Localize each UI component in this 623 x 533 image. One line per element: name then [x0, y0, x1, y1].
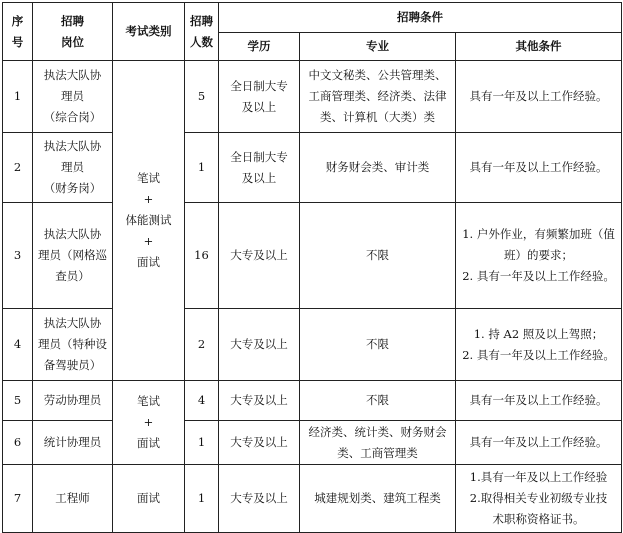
- table-row: [3, 203, 622, 309]
- row-other: 具有一年及以上工作经验。: [456, 133, 622, 203]
- row-major: 不限: [300, 381, 456, 421]
- row-position: 统计协理员: [33, 421, 113, 465]
- table-row: [3, 309, 622, 381]
- exam-type-group-3: 面试: [113, 465, 185, 533]
- row-position: 执法大队协 理员 （财务岗）: [33, 133, 113, 203]
- table-row: [3, 465, 622, 533]
- row-education: 全日制大专 及以上: [219, 61, 300, 133]
- row-position: 执法大队协 理员（特种设 备驾驶员）: [33, 309, 113, 381]
- row-education: 大专及以上: [219, 203, 300, 309]
- row-education: 大专及以上: [219, 381, 300, 421]
- row-education: 大专及以上: [219, 421, 300, 465]
- row-major: 经济类、统计类、财务财会 类、工商管理类: [300, 421, 456, 465]
- row-index: 6: [3, 421, 33, 465]
- row-education: 大专及以上: [219, 309, 300, 381]
- row-count: 2: [185, 309, 219, 381]
- table-row: [3, 133, 622, 203]
- row-position: 执法大队协 理员（网格巡 查员）: [33, 203, 113, 309]
- header-index: 序 号: [3, 3, 33, 61]
- row-other: 1.具有一年及以上工作经验 2.取得相关专业初级专业技 术职称资格证书。: [456, 465, 622, 533]
- header-count: 招聘 人数: [185, 3, 219, 61]
- row-index: 4: [3, 309, 33, 381]
- row-index: 2: [3, 133, 33, 203]
- exam-type-group-2: 笔试 + 面试: [113, 381, 185, 465]
- row-count: 16: [185, 203, 219, 309]
- row-major: 中文文秘类、公共管理类、 工商管理类、经济类、法律 类、计算机（大类）类: [300, 61, 456, 133]
- header-exam-type: 考试类别: [113, 3, 185, 61]
- row-other: 具有一年及以上工作经验。: [456, 421, 622, 465]
- row-count: 4: [185, 381, 219, 421]
- row-other: 1. 持 A2 照及以上驾照； 2. 具有一年及以上工作经验。: [456, 309, 622, 381]
- row-education: 大专及以上: [219, 465, 300, 533]
- row-major: 不限: [300, 203, 456, 309]
- row-index: 5: [3, 381, 33, 421]
- recruitment-table: [2, 2, 622, 533]
- row-other: 具有一年及以上工作经验。: [456, 61, 622, 133]
- row-major: 财务财会类、审计类: [300, 133, 456, 203]
- row-count: 5: [185, 61, 219, 133]
- header-education: 学历: [219, 33, 300, 61]
- table-row: [3, 61, 622, 133]
- row-position: 劳动协理员: [33, 381, 113, 421]
- table-row: [3, 381, 622, 421]
- row-count: 1: [185, 465, 219, 533]
- header-row-top: [3, 3, 622, 33]
- row-count: 1: [185, 421, 219, 465]
- row-index: 1: [3, 61, 33, 133]
- header-conditions: 招聘条件: [219, 3, 622, 33]
- header-other: 其他条件: [456, 33, 622, 61]
- table-row: [3, 421, 622, 465]
- row-index: 7: [3, 465, 33, 533]
- header-position: 招聘 岗位: [33, 3, 113, 61]
- header-major: 专业: [300, 33, 456, 61]
- row-count: 1: [185, 133, 219, 203]
- row-major: 城建规划类、建筑工程类: [300, 465, 456, 533]
- row-position: 工程师: [33, 465, 113, 533]
- row-major: 不限: [300, 309, 456, 381]
- row-other: 具有一年及以上工作经验。: [456, 381, 622, 421]
- row-other: 1. 户外作业，有频繁加班（值 班）的要求； 2. 具有一年及以上工作经验。: [456, 203, 622, 309]
- row-index: 3: [3, 203, 33, 309]
- exam-type-group-1: 笔试 + 体能测试 + 面试: [113, 61, 185, 381]
- row-education: 全日制大专 及以上: [219, 133, 300, 203]
- row-position: 执法大队协 理员 （综合岗）: [33, 61, 113, 133]
